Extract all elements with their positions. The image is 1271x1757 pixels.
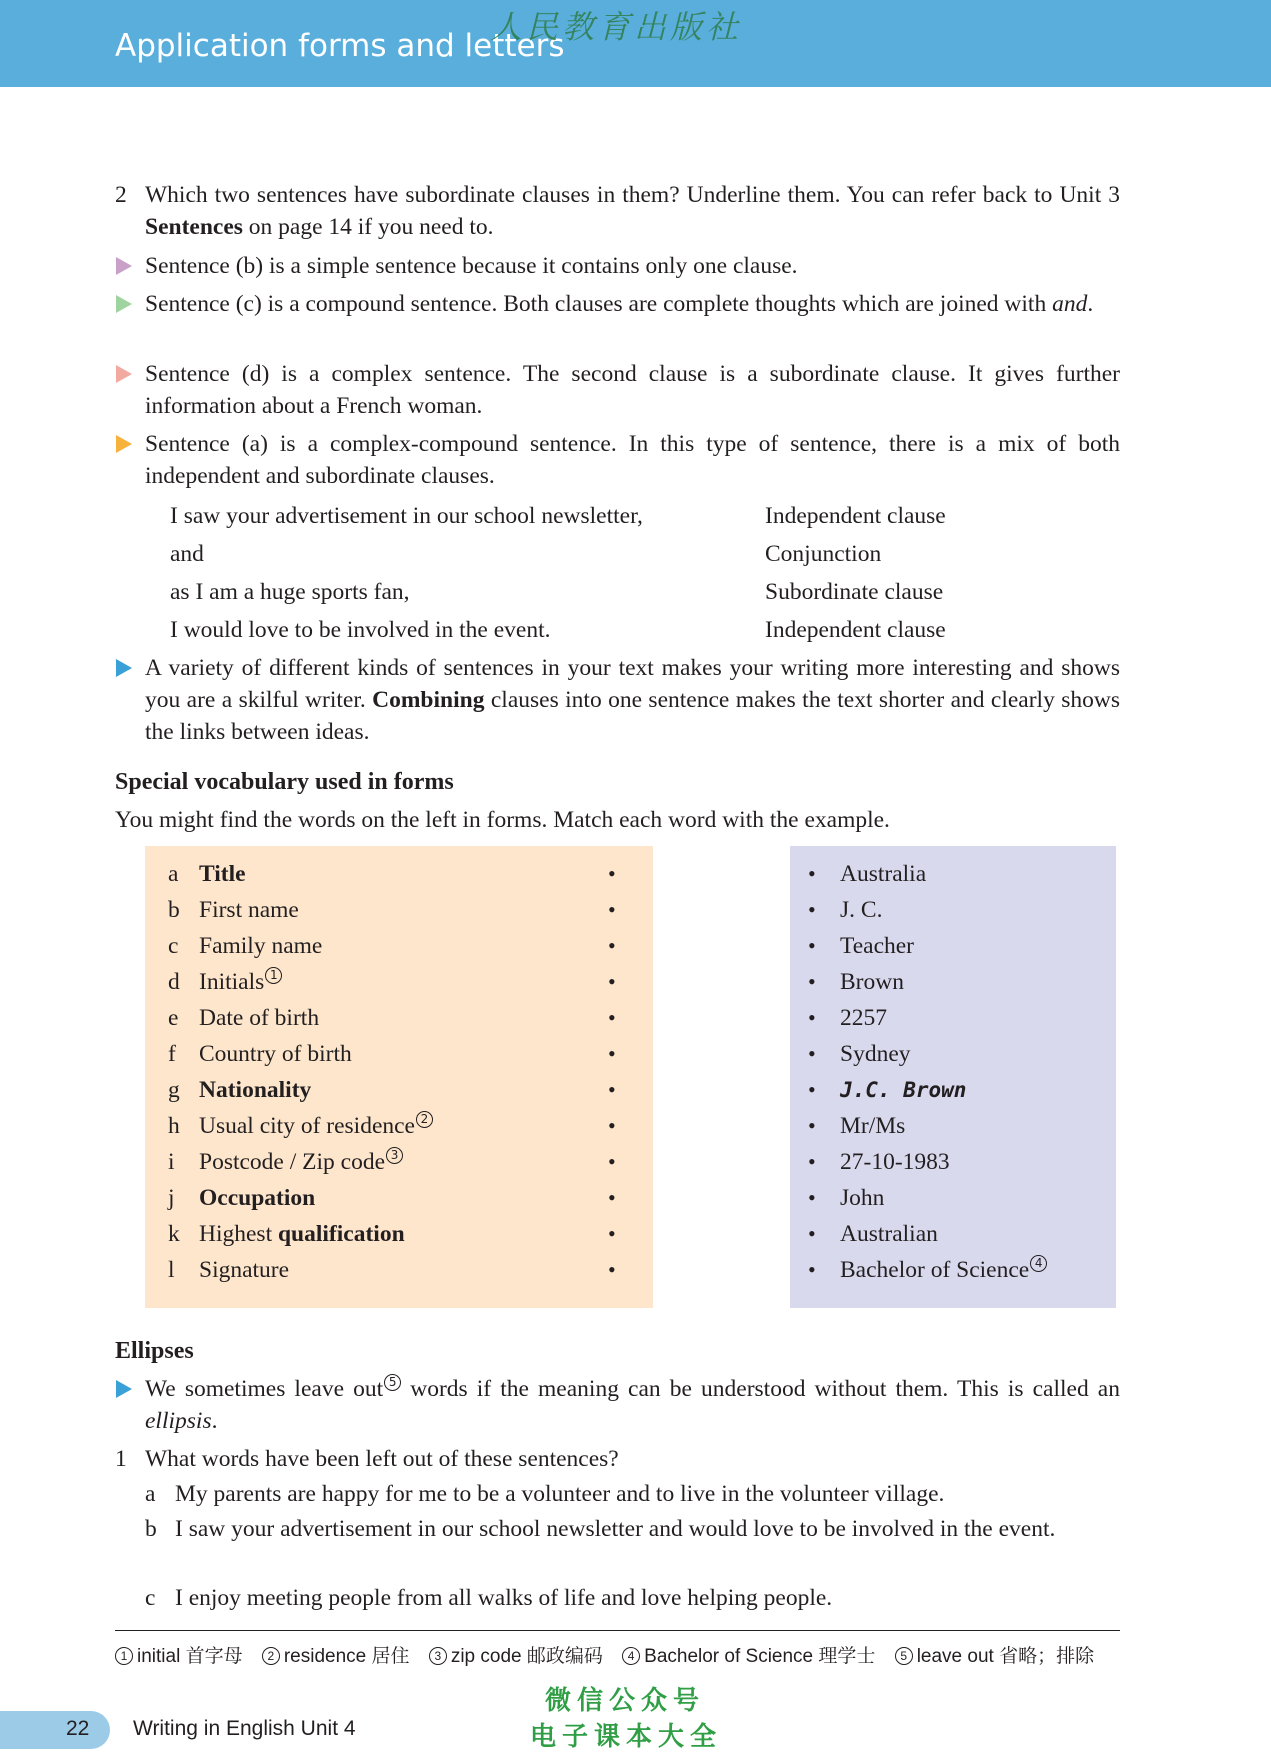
footnote: 4 Bachelor of Science 理学士 xyxy=(622,1646,875,1667)
triangle-bullet-icon xyxy=(116,257,132,275)
footnotes xyxy=(115,1641,1108,1668)
triangle-bullet-icon xyxy=(116,295,132,313)
question-1: 1 What words have been left out of these sentences? xyxy=(115,1446,619,1472)
page-number: 22 xyxy=(66,1717,90,1740)
page-number-tab xyxy=(0,1711,110,1749)
signature-example: J.C. Brown xyxy=(840,1078,967,1102)
triangle-bullet-icon xyxy=(116,1380,132,1398)
footnote-marker: 3 xyxy=(386,1147,403,1164)
bullet-sentence-c: Sentence (c) is a compound sentence. Both clauses are complete thoughts which are joined with and. xyxy=(115,288,1120,320)
clause-row: I would love to be involved in the event. Independent clause xyxy=(170,617,946,643)
bullet-sentence-d: Sentence (d) is a complex sentence. The second clause is a subordinate clause. It gives further information about a French woman. xyxy=(115,358,1120,422)
footnote: 5 leave out 省略；排除 xyxy=(895,1646,1094,1667)
footnote-marker: 1 xyxy=(265,967,282,984)
triangle-bullet-icon xyxy=(116,659,132,677)
triangle-bullet-icon xyxy=(116,365,132,383)
publisher-mark: 人民教育出版社 xyxy=(490,8,743,46)
footnote-marker: 4 xyxy=(1030,1255,1047,1272)
footnote-divider xyxy=(115,1630,1120,1631)
ellipsis-item: a My parents are happy for me to be a volunteer and to live in the volunteer village. xyxy=(145,1481,945,1507)
ellipsis-item: b I saw your advertisement in our school newsletter and would love to be involved in the event. xyxy=(145,1516,1056,1542)
page-header xyxy=(0,0,1271,87)
clause-row: and Conjunction xyxy=(170,541,882,567)
footnote: 3 zip code 邮政编码 xyxy=(429,1646,603,1667)
watermark-line-2: 电子课本大全 xyxy=(530,1722,723,1752)
footnote-marker: 2 xyxy=(416,1111,433,1128)
triangle-bullet-icon xyxy=(116,435,132,453)
bullet-variety: A variety of different kinds of sentences in your text makes your writing more interesting and shows you are a skilful writer. Combining clauses into one sentence makes the text shorter and clearly shows the links between ideas. xyxy=(115,652,1120,748)
vocab-intro: You might find the words on the left in forms. Match each word with the example. xyxy=(115,807,890,833)
question-number: 2 xyxy=(115,182,127,208)
vocab-heading: Special vocabulary used in forms xyxy=(115,769,454,795)
bullet-sentence-a: Sentence (a) is a complex-compound sentence. In this type of sentence, there is a mix of both independent and subordinate clauses. xyxy=(115,428,1120,492)
footnote-marker: 5 xyxy=(384,1374,401,1391)
bullet-ellipsis: We sometimes leave out 5 words if the meaning can be understood without them. This is called an ellipsis. xyxy=(115,1373,1120,1437)
header-title: Application forms and letters xyxy=(115,28,565,64)
clause-row: as I am a huge sports fan, Subordinate clause xyxy=(170,579,944,605)
footer-title: Writing in English Unit 4 xyxy=(133,1717,356,1740)
watermark-line-1: 微信公众号 xyxy=(545,1686,706,1716)
footnote: 1 initial 首字母 xyxy=(115,1646,243,1667)
question-text: Which two sentences have subordinate clauses in them? Underline them. You can refer back to Unit 3 Sentences on page 14 if you need to. xyxy=(145,182,1120,240)
ellipsis-item: c I enjoy meeting people from all walks of life and love helping people. xyxy=(145,1585,833,1611)
ellipses-heading: Ellipses xyxy=(115,1338,194,1364)
bullet-sentence-b: Sentence (b) is a simple sentence because it contains only one clause. xyxy=(115,250,1120,282)
clause-row: I saw your advertisement in our school newsletter, Independent clause xyxy=(170,503,946,529)
footnote: 2 residence 居住 xyxy=(262,1646,410,1667)
question-2 xyxy=(115,179,1120,243)
